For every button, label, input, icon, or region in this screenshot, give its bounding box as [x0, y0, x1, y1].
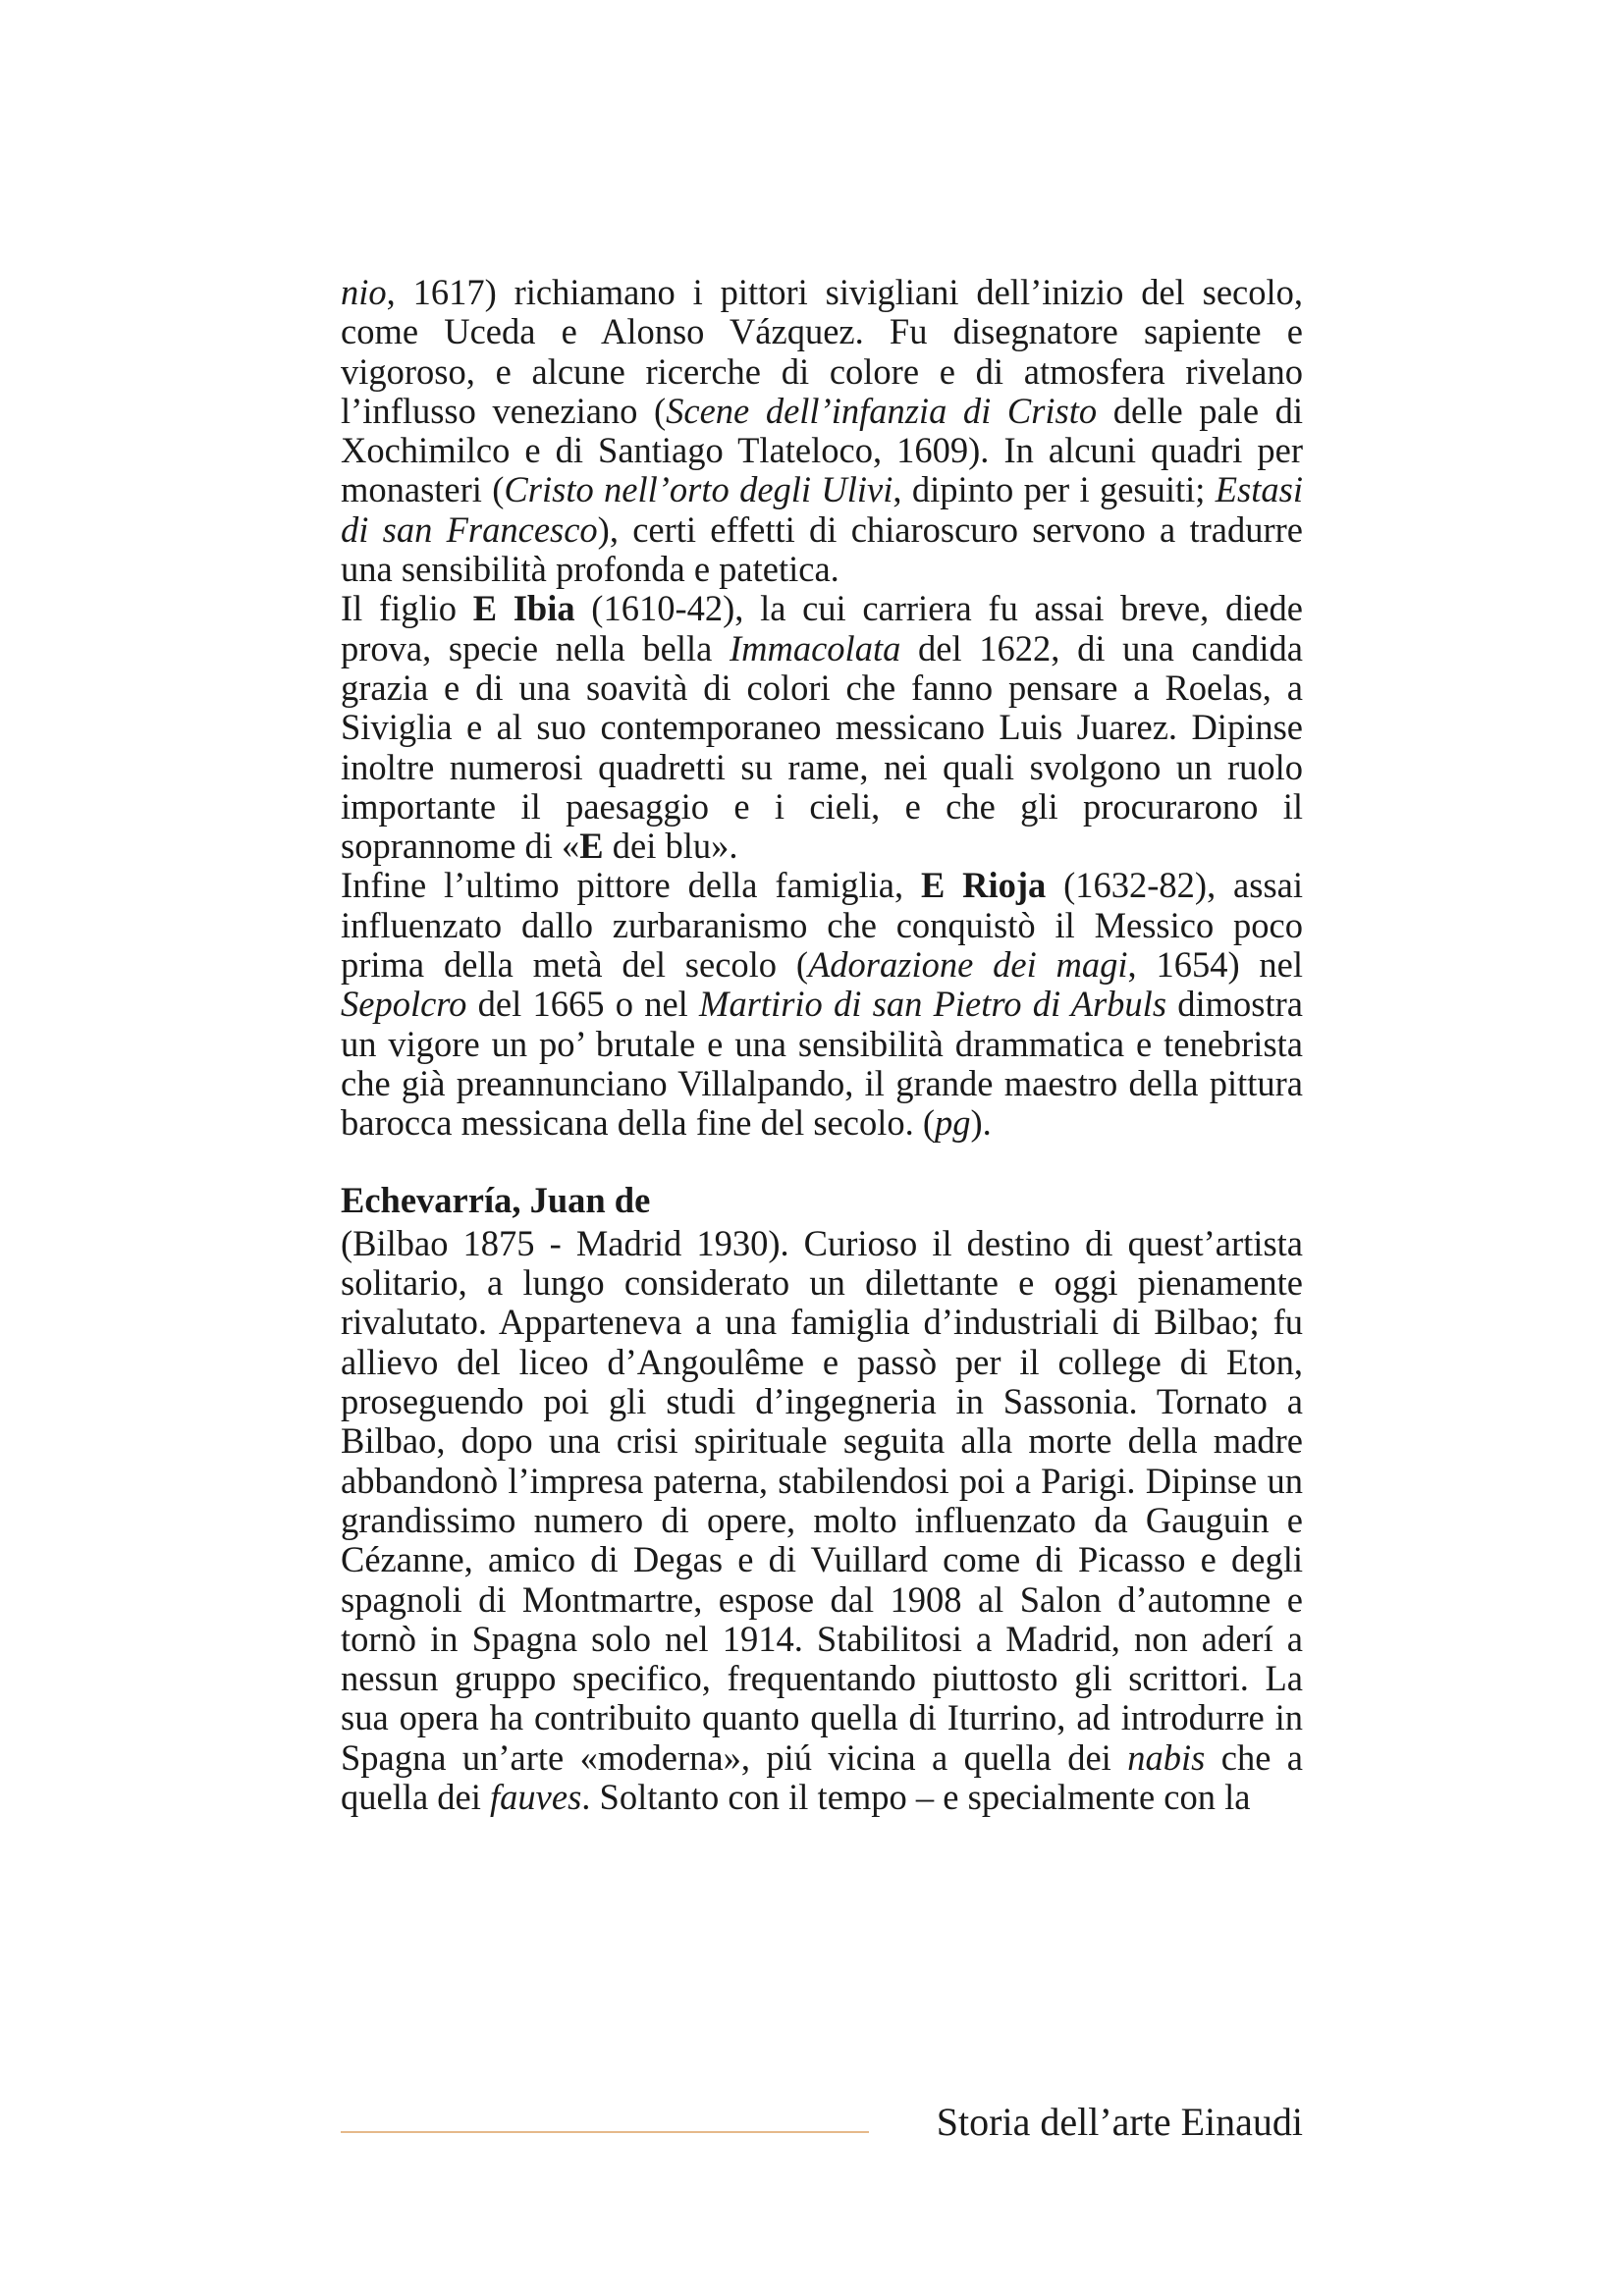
italic-run: Martirio di san Pietro di Arbuls [699, 984, 1167, 1025]
text-run: ). [970, 1102, 992, 1144]
text-run: ), certi effetti di chiaroscuro servono a tradurre una sensibilità profonda e patetica. [341, 508, 1303, 590]
entry-title: Echevarría, Juan de [341, 1179, 651, 1220]
footer-title: Storia dell’arte Einaudi [936, 2100, 1303, 2144]
text-run: , dipinto per i gesuiti; [893, 469, 1216, 510]
text-run: Il figlio [341, 588, 473, 629]
paragraph-4 [341, 1224, 1303, 1817]
text-run: che a quella dei [341, 1736, 1304, 1817]
italic-run: Scene dell’infanzia di Cristo [666, 390, 1098, 431]
article-body [341, 273, 1303, 1817]
paragraph-3 [341, 866, 1303, 1143]
italic-run: Sepolcro [341, 984, 467, 1025]
text-run: . Soltanto con il tempo – e specialmente con la [581, 1776, 1251, 1817]
bold-run: E Rioja [920, 865, 1047, 906]
text-run: (1632-82), assai influenzato dallo zurbaranismo che conquistò il Messico poco prima della metà del secolo ( [341, 865, 1304, 986]
page-footer [341, 2093, 1303, 2152]
text-run: dei blu». [603, 826, 738, 867]
italic-run: pg [935, 1102, 971, 1144]
text-run: del 1622, di una candida grazia e di una soavità di colori che fanno pensare a Roelas, a Siviglia e al suo contemporaneo messicano Luis Juarez. Dipinse inoltre numerosi quadretti su rame, nei quali svolgono un ruolo importante il paesaggio e i cieli, e che gli procurarono il soprannome di « [341, 627, 1303, 867]
italic-run: Estasi di san Francesco [341, 469, 1304, 550]
text-run: , 1654) nel [1127, 944, 1303, 986]
italic-run: fauves [490, 1776, 582, 1817]
text-run: Infine l’ultimo pittore della famiglia, [341, 865, 921, 906]
text-run: del 1665 o nel [466, 984, 700, 1025]
italic-run: Cristo nell’orto degli Ulivi [504, 469, 893, 510]
italic-run: Adorazione dei magi [808, 944, 1128, 986]
text-run: delle pale di Xochimilco e di Santiago Tlateloco, 1609). In alcuni quadri per monasteri ( [341, 390, 1303, 510]
text-run: dimostra un vigore un po’ brutale e una sensibilità drammatica e tenebrista che già preannunciano Villalpando, il grande maestro della pittura barocca messicana della fine del secolo. ( [341, 984, 1304, 1144]
paragraph-2 [341, 589, 1303, 866]
text-run: (Bilbao 1875 - Madrid 1930). Curioso il destino di quest’artista solitario, a lungo considerato un dilettante e oggi pienamente rivalutato. Apparteneva a una famiglia d’industriali di Bilbao; fu allievo del liceo d’Angoulême e passò per il college di Eton, proseguendo poi gli studi d’ingegneria in Sassonia. Tornato a Bilbao, dopo una crisi spirituale seguita alla morte della madre abbandonò l’impresa paterna, stabilendosi poi a Parigi. Dipinse un grandissimo numero di opere, molto influenzato da Gauguin e Cézanne, amico di Degas e di Vuillard come di Picasso e degli spagnoli di Montmartre, espose dal 1908 al Salon d’automne e tornò in Spagna solo nel 1914. Stabilitosi a Madrid, non aderí a nessun gruppo specifico, frequentando piuttosto gli scrittori. La sua opera ha contribuito quanto quella di Iturrino, ad introdurre in Spagna un’arte «moderna», piú vicina a quella dei [341, 1222, 1303, 1778]
italic-run: nabis [1127, 1736, 1206, 1778]
text-run: , 1617) richiamano i pittori sivigliani dell’inizio del secolo, come Uceda e Alonso Vázquez. Fu disegnatore sapiente e vigoroso, e alcune ricerche di colore e di atmosfera rivelano l’influsso veneziano ( [341, 272, 1303, 431]
italic-run: nio [341, 272, 387, 312]
text-run: (1610-42), la cui carriera fu assai breve, diede prova, specie nella bella [341, 588, 1303, 668]
bold-run: E Ibia [472, 588, 575, 629]
footer-rule [341, 2131, 869, 2133]
italic-run: Immacolata [729, 627, 901, 668]
bold-run: E [579, 826, 604, 867]
paragraph-1 [341, 273, 1303, 589]
